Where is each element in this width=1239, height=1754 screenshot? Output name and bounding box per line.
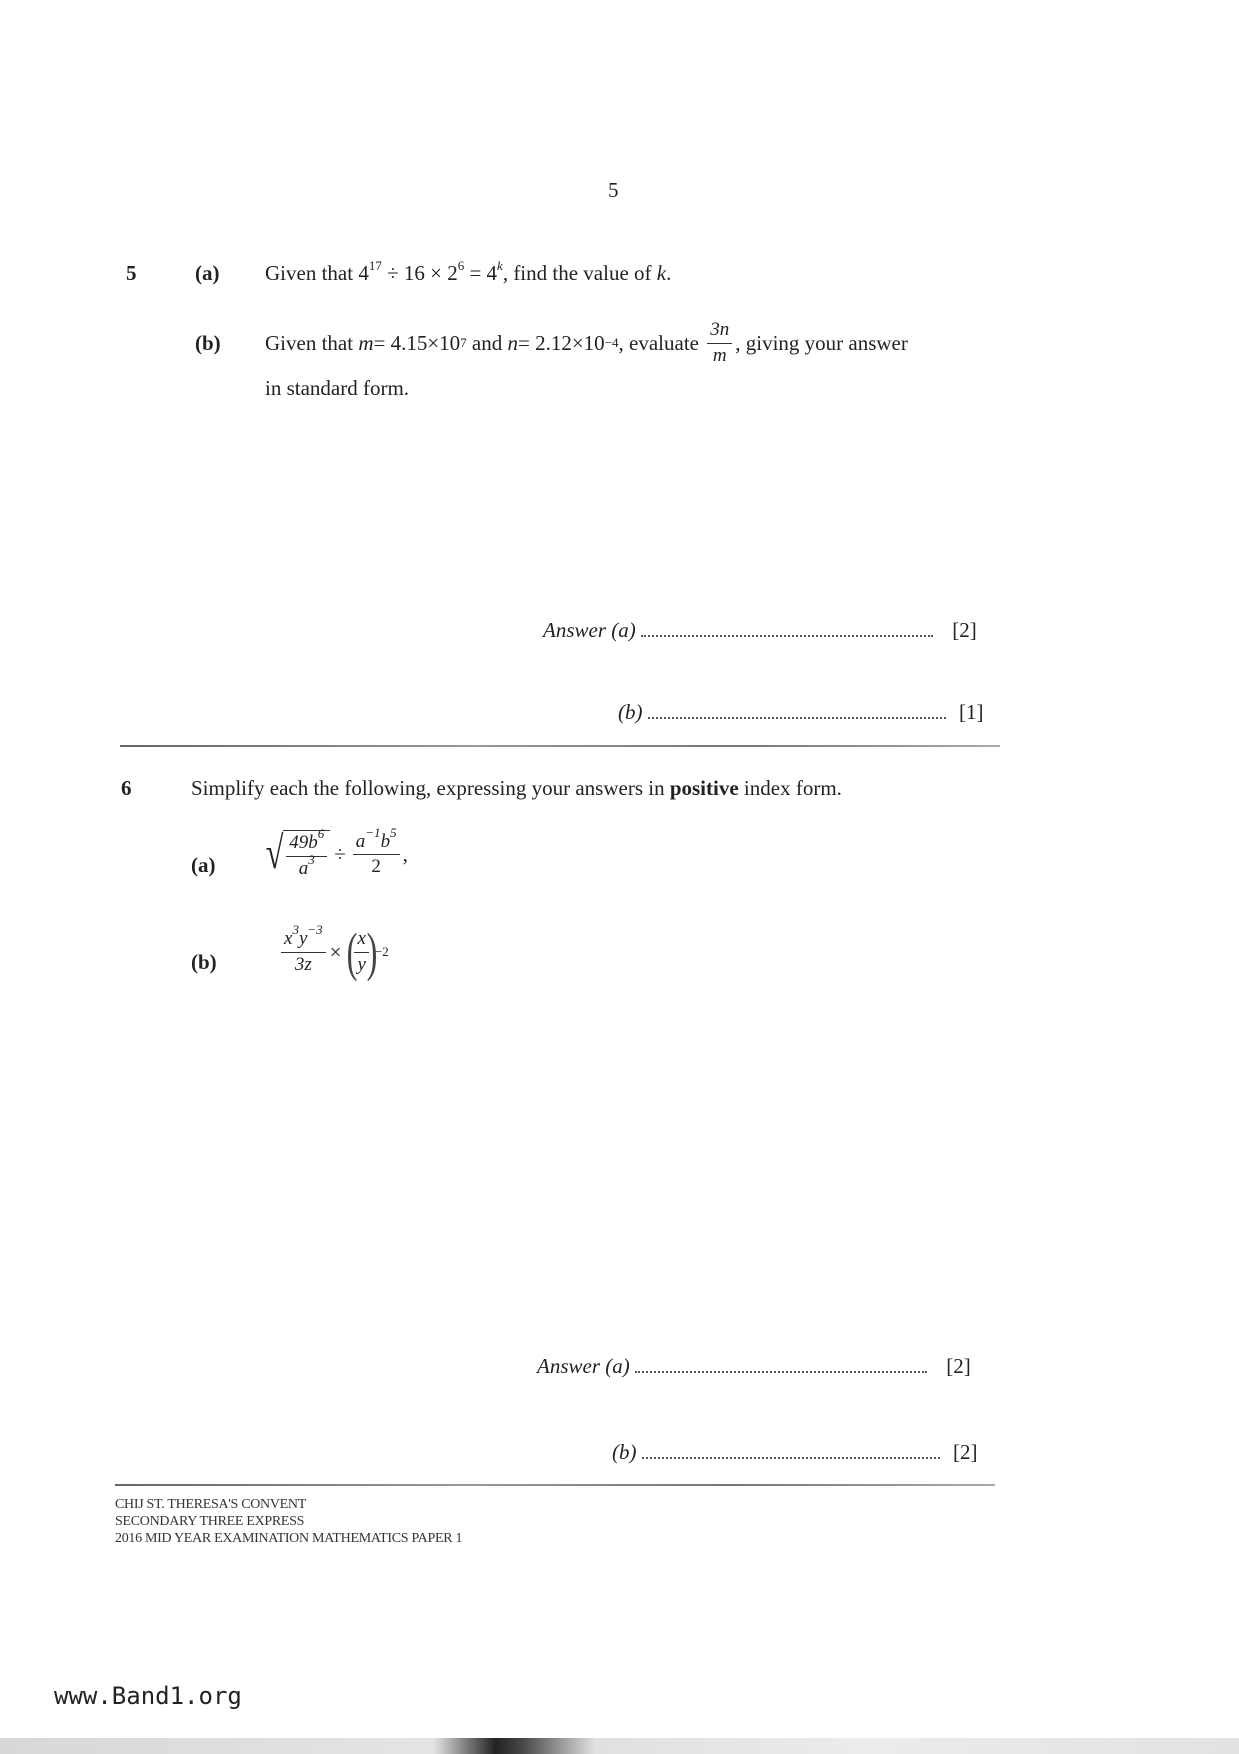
expr-base: 4 xyxy=(358,261,369,285)
answer-label: Answer (a) xyxy=(537,1354,630,1378)
q5a-end: . xyxy=(666,261,672,285)
q5a-text xyxy=(265,258,672,285)
marks: [2] xyxy=(946,1354,971,1378)
q6b-label: (b) xyxy=(191,950,217,974)
divisor-fraction xyxy=(353,824,400,879)
q5b-prefix: Given that xyxy=(265,330,354,355)
page-number: 5 xyxy=(608,178,619,202)
radicand-fraction xyxy=(286,826,327,880)
q6a-expression xyxy=(262,824,408,880)
q5b-line2: in standard form. xyxy=(265,376,410,400)
fraction-denominator: y xyxy=(357,953,366,975)
expr-base: 4 xyxy=(486,261,498,285)
q6a-label: (a) xyxy=(191,853,216,877)
exponent: 5 xyxy=(390,824,397,840)
expr-exponent: 6 xyxy=(457,258,465,273)
footer xyxy=(115,1496,462,1547)
q5b-text: Given that m = 4.15×10 7 and n = 2.12×10 −4 , evaluate $\frac{3n}{m}$ , giving your answer xyxy=(265,318,908,366)
evaluate-text: , evaluate xyxy=(618,330,705,355)
marks: [1] xyxy=(959,700,984,724)
answer-blank-a[interactable] xyxy=(641,621,933,637)
q5a-var: k xyxy=(656,261,667,285)
q6-stem xyxy=(191,778,842,799)
exponent: −1 xyxy=(365,824,381,840)
question-6-number: 6 xyxy=(121,776,132,800)
marks: [2] xyxy=(952,618,977,642)
n-value: = 2.12×10 xyxy=(518,330,605,355)
exponent: 6 xyxy=(317,826,325,841)
term: a xyxy=(355,830,366,852)
q6-stem-suffix: index form. xyxy=(738,776,842,800)
expr-op: ÷ 16 × xyxy=(381,261,448,285)
fraction-denominator: 3z xyxy=(294,953,312,975)
q5a-suffix: , find the value of xyxy=(502,261,657,285)
question-5-number: 5 xyxy=(126,261,137,285)
expr-exponent: k xyxy=(497,258,503,273)
fraction-numerator: x xyxy=(354,929,368,953)
footer-level: SECONDARY THREE EXPRESS xyxy=(115,1514,305,1529)
exponent: 3 xyxy=(308,851,315,867)
fraction-denominator: 2 xyxy=(371,856,381,878)
expr-op: = xyxy=(464,261,487,285)
scan-edge-band xyxy=(0,1738,1239,1754)
expr-exponent: 17 xyxy=(368,258,382,273)
watermark-link[interactable]: www.Band1.org xyxy=(54,1682,242,1710)
fraction-denominator: m xyxy=(712,344,727,366)
and-text: and xyxy=(466,330,508,355)
fraction-3n-over-m xyxy=(707,320,732,367)
term: y xyxy=(298,927,308,949)
term: x xyxy=(284,927,293,949)
radical-sign-icon: √ xyxy=(265,827,284,878)
q5-answer-b xyxy=(618,702,984,723)
answer-label: (b) xyxy=(612,1440,637,1464)
radicand xyxy=(283,826,330,880)
answer-label: Answer (a) xyxy=(543,618,636,642)
q5a-expression xyxy=(358,258,503,285)
expr-base: 2 xyxy=(447,261,458,285)
q6-answer-a xyxy=(537,1356,971,1377)
answer-blank-b[interactable] xyxy=(642,1443,940,1459)
left-paren-icon: ( xyxy=(346,922,357,982)
multiply-operator: × xyxy=(329,939,342,964)
first-fraction xyxy=(281,921,326,976)
answer-blank-b[interactable] xyxy=(648,703,946,719)
answer-blank-a[interactable] xyxy=(635,1357,927,1373)
fraction-numerator xyxy=(286,826,327,857)
q6-stem-prefix: Simplify each the following, expressing your answers in xyxy=(191,776,670,800)
m-value: = 4.15×10 xyxy=(373,330,461,355)
q5b-suffix: , giving your answer xyxy=(735,330,908,355)
q6b-expression: $\frac{x^3y^{-3}}{3z}$ × ( $\frac{x}{y}$ ) −2 xyxy=(278,925,389,979)
q5a-prefix: Given that xyxy=(265,261,359,285)
var-m: m xyxy=(358,330,374,355)
q5-answer-a xyxy=(543,620,977,641)
footer-exam: 2016 MID YEAR EXAMINATION MATHEMATICS PAPER 1 xyxy=(115,1531,463,1546)
marks: [2] xyxy=(953,1440,978,1464)
fraction-denominator xyxy=(298,851,315,880)
var-n: n xyxy=(507,330,518,355)
answer-label: (b) xyxy=(618,700,643,724)
square-root xyxy=(262,826,330,880)
divide-operator: ÷ xyxy=(334,842,346,867)
q5b-label: (b) xyxy=(195,331,221,355)
comma: , xyxy=(402,842,408,867)
exponent: −3 xyxy=(307,921,323,937)
term: 49b xyxy=(289,832,318,853)
q5a-label: (a) xyxy=(195,261,220,285)
right-paren-icon: ) xyxy=(366,922,378,982)
section-divider xyxy=(120,745,1000,747)
q6-answer-b xyxy=(612,1442,978,1463)
fraction-numerator: 3n xyxy=(707,320,732,344)
term: a xyxy=(298,857,309,879)
exponent: 3 xyxy=(292,921,299,937)
footer-school: CHIJ ST. THERESA'S CONVENT xyxy=(115,1497,306,1512)
fraction-numerator xyxy=(353,824,400,856)
term: b xyxy=(380,830,391,852)
footer-divider xyxy=(115,1484,995,1486)
q6-stem-bold: positive xyxy=(669,776,739,800)
fraction-numerator xyxy=(281,921,326,953)
